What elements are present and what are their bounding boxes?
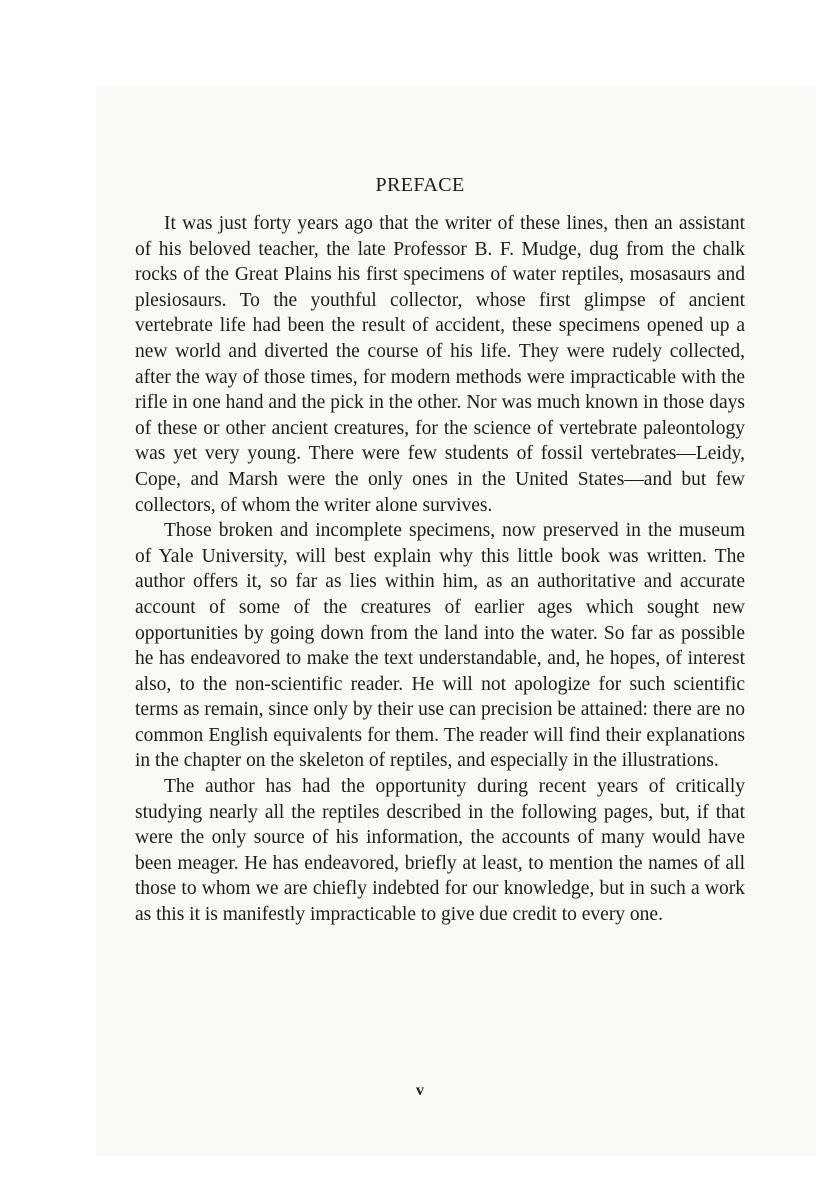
paragraph-1: It was just forty years ago that the writer of these lines, then an assistant of his beloved teacher, the late Professor B. F. Mudge, dug from the chalk rocks of the Great Plains his first specimens of water reptiles, mosasaurs and plesiosaurs. To the youthful collector, whose first glimpse of ancient vertebrate life had been the result of accident, these specimens opened up a new world and diverted the course of his life. They were rudely collected, after the way of those times, for modern methods were impracticable with the rifle in one hand and the pick in the other. Nor was much known in those days of these or other ancient creatures, for the science of vertebrate paleontology was yet very young. There were few students of fossil vertebrates—Leidy, Cope, and Marsh were the only ones in the United States—and but few collectors, of whom the writer alone survives. [135,213,745,516]
page-number: v [416,1082,424,1099]
paragraph-2: Those broken and incomplete specimens, now preserved in the museum of Yale University, will best explain why this little book was written. The author offers it, so far as lies within him, as an authoritative and accurate account of some of the creatures of earlier ages which sought new opportunities by going down from the land into the water. So far as possible he has endeavored to make the text understandable, and, he hopes, of interest also, to the non-scientific reader. He will not apologize for such scientific terms as remain, since only by their use can precision be attained: there are no common English equivalents for them. The reader will find their explanations in the chapter on the skeleton of reptiles, and especially in the illustrations. [135,520,745,772]
paragraph-3: The author has had the opportunity during recent years of critically studying nearly all the reptiles described in the following pages, but, if that were the only source of his information, the accounts of many would have been meager. He has endeavored, briefly at least, to mention the names of all those to whom we are chiefly indebted for our knowledge, but in such a work as this it is manifestly impracticable to give due credit to every one. [135,776,745,926]
page-title: PREFACE [375,174,465,196]
preface-body [135,211,745,928]
